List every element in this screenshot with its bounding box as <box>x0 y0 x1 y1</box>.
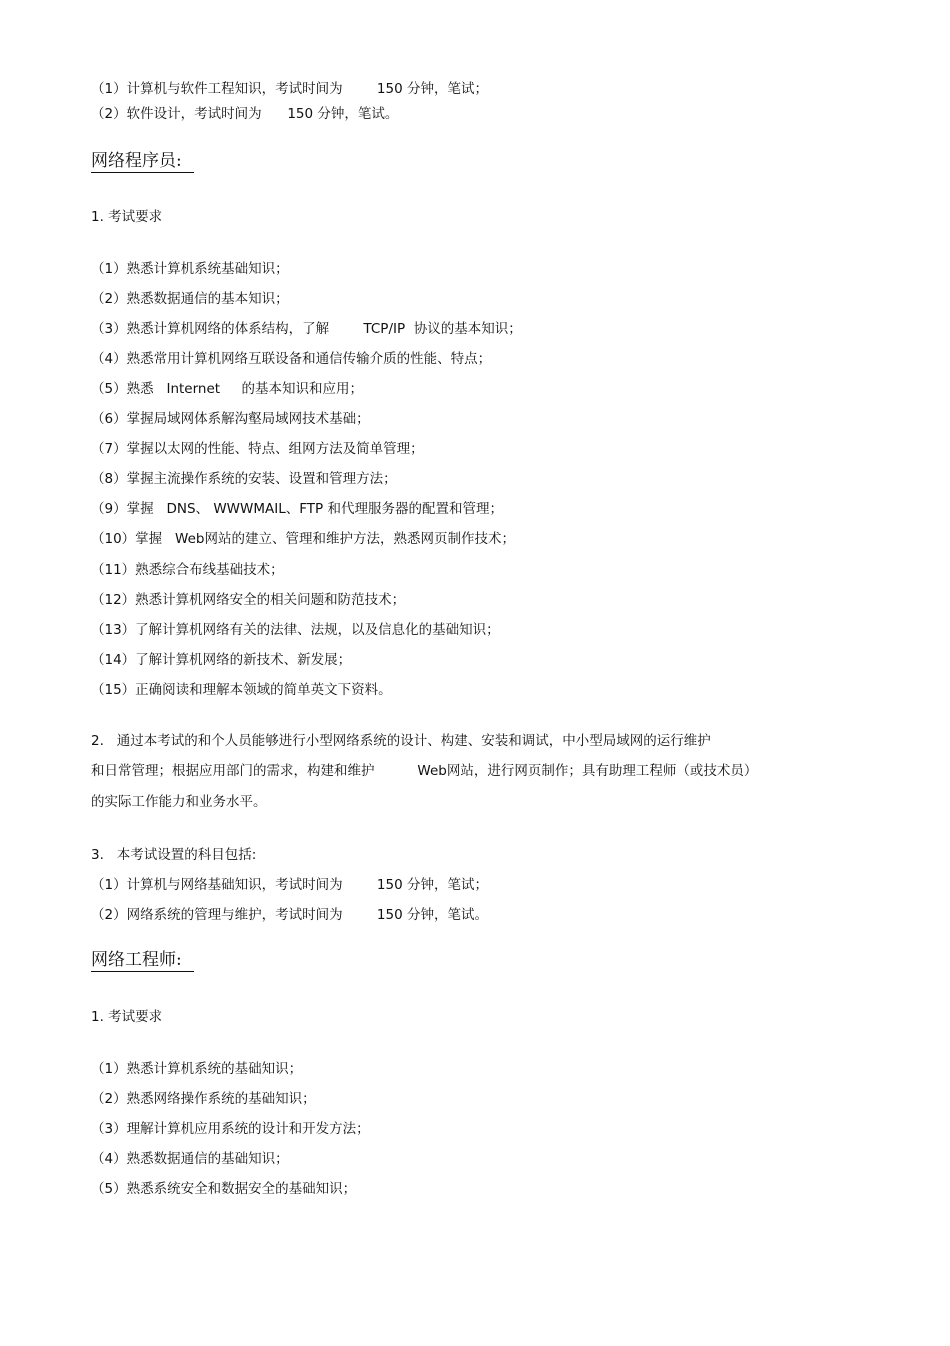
subjects-title: 3. 本考试设置的科目包括: <box>91 847 257 863</box>
list-item: （5）熟悉 Internet 的基本知识和应用； <box>91 381 364 397</box>
requirements-title: 1. 考试要求 <box>91 1009 163 1025</box>
list-item: （3）理解计算机应用系统的设计和开发方法； <box>91 1121 370 1137</box>
paragraph-line: 的实际工作能力和业务水平。 <box>91 794 267 810</box>
subject-line: （1）计算机与软件工程知识，考试时间为 150 分钟，笔试； <box>91 81 488 97</box>
list-item: （15）正确阅读和理解本领域的简单英文下资料。 <box>91 682 392 698</box>
section-heading: 网络程序员: <box>91 150 194 173</box>
list-item: （2）熟悉数据通信的基本知识； <box>91 291 289 307</box>
paragraph-line: 2. 通过本考试的和个人员能够进行小型网络系统的设计、构建、安装和调试，中小型局域网的运行维护 <box>91 733 711 749</box>
list-item: （6）掌握局域网体系解沟壑局域网技术基础； <box>91 411 370 427</box>
section-heading: 网络工程师: <box>91 949 194 972</box>
subject-line: （2）软件设计，考试时间为 150 分钟，笔试。 <box>91 106 399 122</box>
list-item: （3）熟悉计算机网络的体系结构，了解 TCP/IP 协议的基本知识； <box>91 321 522 337</box>
list-item: （8）掌握主流操作系统的安装、设置和管理方法； <box>91 471 397 487</box>
requirements-title: 1. 考试要求 <box>91 209 163 225</box>
list-item: （1）熟悉计算机系统基础知识； <box>91 261 289 277</box>
subject-line: （2）网络系统的管理与维护，考试时间为 150 分钟，笔试。 <box>91 907 488 923</box>
list-item: （2）熟悉网络操作系统的基础知识； <box>91 1091 316 1107</box>
list-item: （12）熟悉计算机网络安全的相关问题和防范技术； <box>91 592 406 608</box>
list-item: （4）熟悉数据通信的基础知识； <box>91 1151 289 1167</box>
list-item: （11）熟悉综合布线基础技术； <box>91 562 284 578</box>
paragraph-line: 和日常管理；根据应用部门的需求，构建和维护 Web网站，进行网页制作；具有助理工程师（或技术员） <box>91 763 758 779</box>
list-item: （5）熟悉系统安全和数据安全的基础知识； <box>91 1181 357 1197</box>
list-item: （1）熟悉计算机系统的基础知识； <box>91 1061 303 1077</box>
list-item: （13）了解计算机网络有关的法律、法规，以及信息化的基础知识； <box>91 622 500 638</box>
subject-line: （1）计算机与网络基础知识，考试时间为 150 分钟，笔试； <box>91 877 488 893</box>
list-item: （4）熟悉常用计算机网络互联设备和通信传输介质的性能、特点； <box>91 351 492 367</box>
list-item: （14）了解计算机网络的新技术、新发展； <box>91 652 352 668</box>
list-item: （10）掌握 Web网站的建立、管理和维护方法，熟悉网页制作技术； <box>91 531 515 547</box>
list-item: （7）掌握以太网的性能、特点、组网方法及简单管理； <box>91 441 424 457</box>
list-item: （9）掌握 DNS、 WWWMAIL、FTP 和代理服务器的配置和管理； <box>91 501 503 517</box>
